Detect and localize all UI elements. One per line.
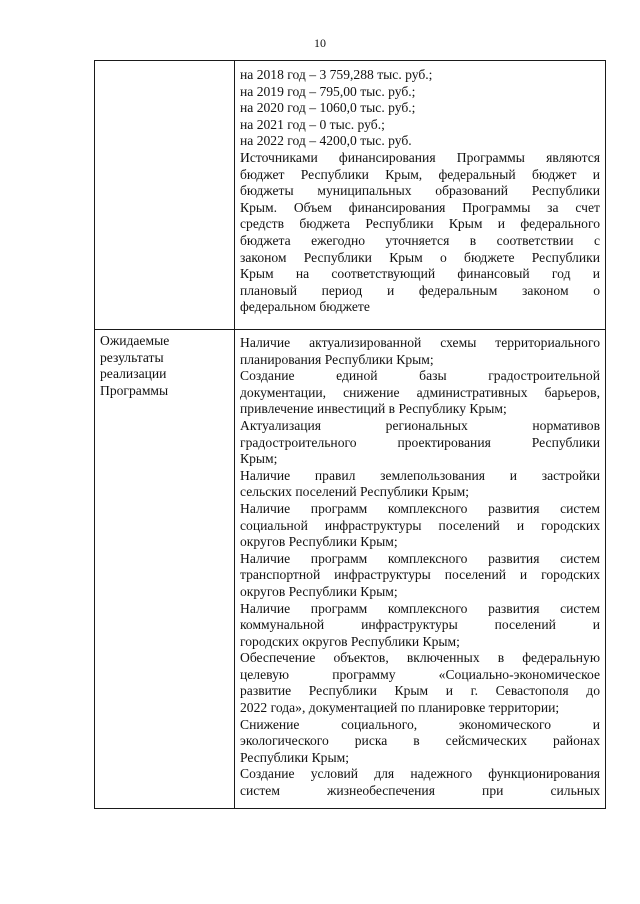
text-line: Республики Крым; [240, 749, 349, 765]
text-line: Крым. Объем финансирования Программы за счет [240, 199, 600, 215]
text-line: Наличие правил землепользования и застройки [240, 467, 600, 483]
financing-year-2019: на 2019 год – 795,00 тыс. руб.; [240, 83, 416, 99]
text-line: федеральном бюджете [240, 299, 370, 315]
result-item [240, 501, 600, 551]
text-line: законом Республики Крым о бюджете Республики [240, 249, 600, 265]
text-line: Актуализация региональных нормативов [240, 417, 600, 433]
text-line: Снижение социального, экономического и [240, 716, 600, 732]
text-line: округов Республики Крым; [240, 583, 398, 599]
results-label-line: результаты [100, 349, 164, 365]
text-line: привлечение инвестиций в Республику Крым; [240, 401, 507, 417]
results-label-cell [95, 330, 235, 809]
financing-row [95, 61, 606, 330]
text-line: бюджета ежегодно уточняется в соответствии с [240, 232, 600, 248]
result-item [240, 368, 600, 418]
page-number: 10 [314, 36, 326, 50]
text-line: Создание условий для надежного функционирования [240, 766, 600, 782]
financing-cell [235, 61, 606, 330]
text-line: документации, снижение административных барьеров, [240, 384, 600, 400]
text-line: социальной инфраструктуры поселений и городских [240, 517, 600, 533]
text-line: Наличие актуализированной схемы территориального [240, 335, 600, 350]
text-line: систем жизнеобеспечения при сильных [240, 783, 600, 799]
text-line: бюджет Республики Крым, федеральный бюджет и [240, 166, 600, 182]
text-line: округов Республики Крым; [240, 534, 398, 550]
text-line: Источниками финансирования Программы являются [240, 149, 600, 165]
result-item [240, 601, 600, 651]
text-line: планирования Республики Крым; [240, 351, 434, 367]
results-list [235, 330, 605, 808]
result-item [240, 766, 600, 799]
financing-year-2018: на 2018 год – 3 759,288 тыс. руб.; [240, 67, 433, 82]
financing-label-cell [95, 61, 235, 330]
result-item [240, 650, 600, 716]
result-item [240, 717, 600, 767]
passport-table [94, 60, 606, 809]
text-line: плановый период и федеральным законом о [240, 282, 600, 298]
text-line: экологического риска в сейсмических районах [240, 733, 600, 749]
results-cell [235, 330, 606, 809]
financing-sources-paragraph [240, 150, 600, 316]
text-line: коммунальной инфраструктуры поселений и [240, 617, 600, 633]
text-line: средств бюджета Республики Крым и федерального [240, 216, 600, 232]
results-row [95, 330, 606, 809]
text-line: градостроительного проектирования Республики [240, 434, 600, 450]
text-line: 2022 года», документацией по планировке территории; [240, 700, 560, 716]
financing-year-2022: на 2022 год – 4200,0 тыс. руб. [240, 133, 412, 149]
results-label-line: реализации [100, 366, 167, 382]
text-line: целевую программу «Социально-экономическое [240, 666, 600, 682]
results-label-line: Ожидаемые [100, 333, 170, 348]
text-line: сельских поселений Республики Крым; [240, 484, 469, 500]
financing-year-2021: на 2021 год – 0 тыс. руб.; [240, 116, 385, 132]
text-line: Наличие программ комплексного развития систем [240, 550, 600, 566]
financing-year-2020: на 2020 год – 1060,0 тыс. руб.; [240, 100, 416, 116]
text-line: городских округов Республики Крым; [240, 633, 460, 649]
result-item [240, 468, 600, 501]
text-line: развитие Республики Крым и г. Севастополя до [240, 683, 600, 699]
result-item [240, 418, 600, 468]
text-line: Обеспечение объектов, включенных в федеральную [240, 650, 600, 666]
text-line: Крым на соответствующий финансовый год и [240, 266, 600, 282]
results-label-line: Программы [100, 382, 169, 398]
text-line: Создание единой базы градостроительной [240, 368, 600, 384]
text-line: бюджеты муниципальных образований Республики [240, 183, 600, 199]
result-item [240, 551, 600, 601]
text-line: Крым; [240, 451, 278, 467]
text-line: транспортной инфраструктуры поселений и городских [240, 567, 600, 583]
text-line: Наличие программ комплексного развития систем [240, 600, 600, 616]
text-line: Наличие программ комплексного развития систем [240, 500, 600, 516]
result-item [240, 335, 600, 368]
